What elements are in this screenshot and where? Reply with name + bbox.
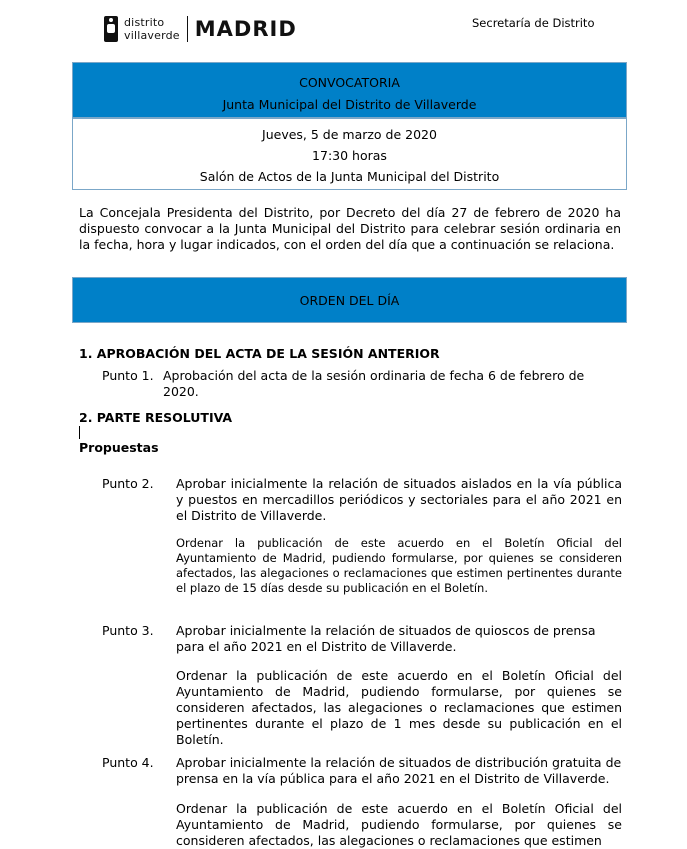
- point3-label: Punto 3.: [102, 623, 154, 638]
- department-name: Secretaría de Distrito: [472, 16, 595, 30]
- point3-note: Ordenar la publicación de este acuerdo en el Boletín Oficial del Ayuntamiento de Madrid, pudiendo formularse, por quienes se consideren afectados, las alegaciones o reclamaciones que estimen pertinentes durante el plazo de 1 mes desde su publicación en el Boletín.: [176, 668, 622, 747]
- convocation-body-name: Junta Municipal del Distrito de Villaverde: [222, 97, 477, 112]
- point3-text: Aprobar inicialmente la relación de situados de quioscos de prensa para el año 2021 en el Distrito de Villaverde.: [176, 623, 596, 654]
- logo-line2: villaverde: [124, 29, 180, 42]
- logo-line1: distrito: [124, 16, 165, 29]
- point4-label: Punto 4.: [102, 755, 154, 770]
- convocation-time: 17:30 horas: [312, 148, 387, 163]
- point2-text: Aprobar inicialmente la relación de situados aislados en la vía pública y puestos en mercadillos periódicos y sectoriales para el año 2021 en el Distrito de Villaverde.: [176, 476, 622, 523]
- convocation-title: CONVOCATORIA: [299, 75, 400, 90]
- convocation-details: [72, 118, 627, 190]
- convocation-date: Jueves, 5 de marzo de 2020: [262, 127, 437, 142]
- point2-note: Ordenar la publicación de este acuerdo en el Boletín Oficial del Ayuntamiento de Madrid, pudiendo formularse, por quienes se consideren afectados, las alegaciones o reclamaciones que estimen pertinentes durante el plazo de 15 días desde su publicación en el Boletín.: [176, 536, 622, 595]
- madrid-crest-icon: [104, 16, 118, 42]
- convocation-header: [72, 62, 627, 118]
- convocation-place: Salón de Actos de la Junta Municipal del Distrito: [199, 169, 500, 184]
- section2-heading: 2. PARTE RESOLUTIVA: [79, 410, 233, 425]
- agenda-title: ORDEN DEL DÍA: [299, 293, 400, 308]
- intro-paragraph: La Concejala Presidenta del Distrito, por Decreto del día 27 de febrero de 2020 ha dispuesto convocar a la Junta Municipal del Distrito para celebrar sesión ordinaria en la fecha, hora y lugar indicados, con el orden del día que a continuación se relaciona.: [79, 205, 621, 252]
- text-cursor: [79, 426, 80, 439]
- point4-note: Ordenar la publicación de este acuerdo en el Boletín Oficial del Ayuntamiento de Madrid, pudiendo formularse, por quienes se consideren afectados, las alegaciones o reclamaciones que estimen: [176, 801, 622, 848]
- section2-subheading: Propuestas: [79, 440, 159, 455]
- logo-district-text: [124, 16, 180, 42]
- logo-city: MADRID: [194, 17, 297, 41]
- point2-label: Punto 2.: [102, 476, 154, 491]
- point1-text: Aprobación del acta de la sesión ordinaria de fecha 6 de febrero de 2020.: [163, 368, 585, 399]
- point1-label: Punto 1.: [102, 368, 154, 383]
- logo-divider: [187, 16, 188, 42]
- agenda-title-bar: [72, 277, 627, 323]
- madrid-villaverde-logo: [104, 13, 297, 45]
- point4-text: Aprobar inicialmente la relación de situados de distribución gratuita de prensa en la vía pública para el año 2021 en el Distrito de Villaverde.: [176, 755, 622, 786]
- section1-heading: 1. APROBACIÓN DEL ACTA DE LA SESIÓN ANTERIOR: [79, 346, 440, 361]
